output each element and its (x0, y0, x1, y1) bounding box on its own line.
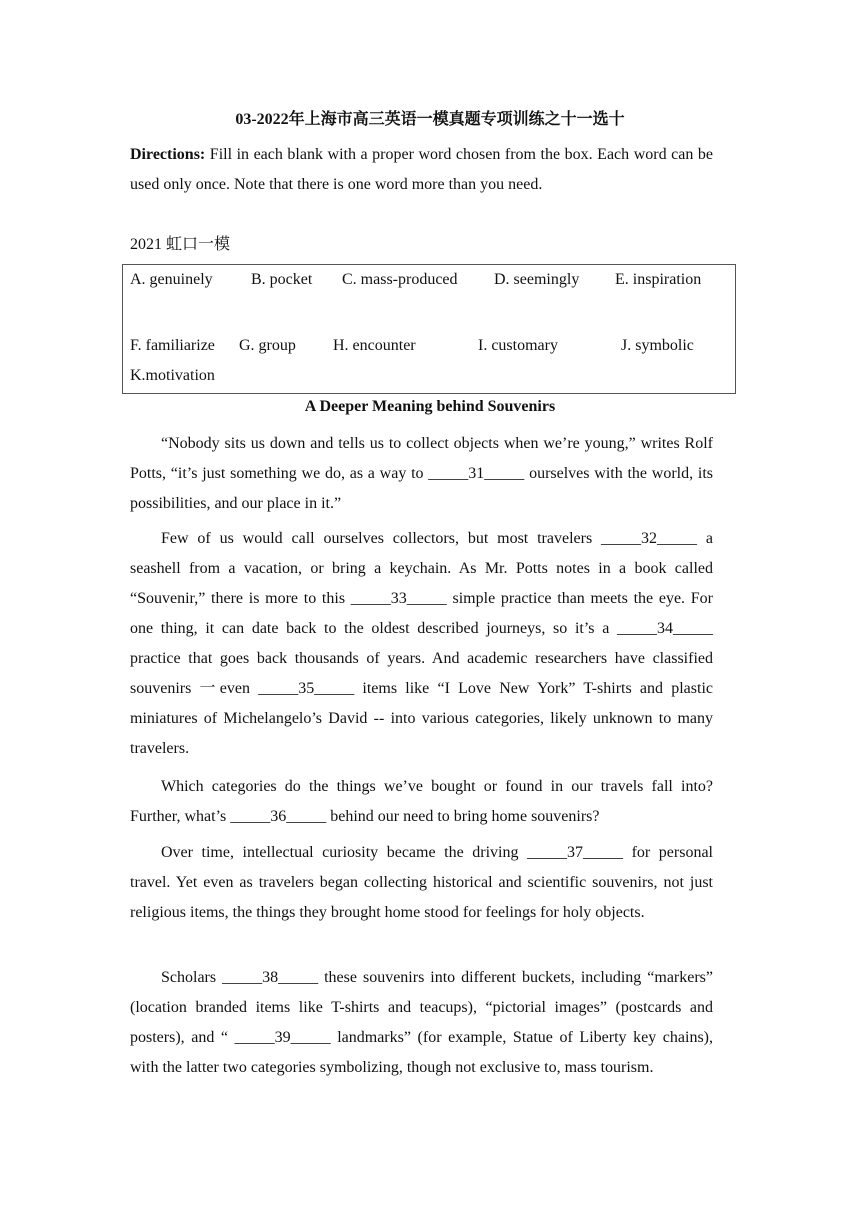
option-i: I. customary (478, 337, 558, 354)
page-title: 03-2022年上海市高三英语一模真题专项训练之十一选十 (235, 111, 625, 128)
option-b: B. pocket (251, 271, 313, 288)
option-a: A. genuinely (130, 271, 213, 288)
option-e: E. inspiration (615, 271, 702, 288)
article-paragraph-4: Over time, intellectual curiosity became the driving _____37_____ for personal travel. Yet even as travelers began collecting historical and scientific souvenirs, not just religious items, the things they brought home stood for feelings for holy objects. (130, 844, 713, 921)
article-paragraph-1: “Nobody sits us down and tells us to collect objects when we’re young,” writes Rolf Potts, “it’s just something we do, as a way to _____31_____ ourselves with the world, its possibilities, and our place in it.” (130, 435, 713, 512)
exam-source: 2021 虹口一模 (130, 236, 231, 253)
option-f: F. familiarize (130, 337, 215, 354)
option-c: C. mass-produced (342, 271, 458, 288)
article-title: A Deeper Meaning behind Souvenirs (304, 398, 556, 415)
article-paragraph-5: Scholars _____38_____ these souvenirs into different buckets, including “markers” (location branded items like T-shirts and teacups), “pictorial images” (postcards and posters), and “ _____39_____ landmarks” (for example, Statue of Liberty key chains), with the latter two categories symbolizing, though not exclusive to, mass tourism. (130, 969, 713, 1076)
option-g: G. group (239, 337, 296, 354)
option-h: H. encounter (333, 337, 416, 354)
article-paragraph-2: Few of us would call ourselves collectors, but most travelers _____32_____ a seashell from a vacation, or bring a keychain. As Mr. Potts notes in a book called “Souvenir,” there is more to this _____33_____ simple practice than meets the eye. For one thing, it can date back to the oldest described journeys, so it’s a _____34_____ practice that goes back thousands of years. And academic researchers have classified souvenirs 一even _____35_____ items like “I Love New York” T-shirts and plastic miniatures of Michelangelo’s David -- into various categories, likely unknown to many travelers. (130, 530, 713, 757)
directions (130, 140, 713, 200)
option-k: K.motivation (130, 367, 215, 384)
directions-text: Fill in each blank with a proper word chosen from the box. Each word can be used only once. Note that there is one word more than you need. (130, 146, 713, 193)
option-j: J. symbolic (621, 337, 694, 354)
directions-label: Directions: (130, 146, 206, 163)
option-d: D. seemingly (494, 271, 580, 288)
article-paragraph-3: Which categories do the things we’ve bought or found in our travels fall into? Further, what’s _____36_____ behind our need to bring home souvenirs? (130, 778, 713, 825)
